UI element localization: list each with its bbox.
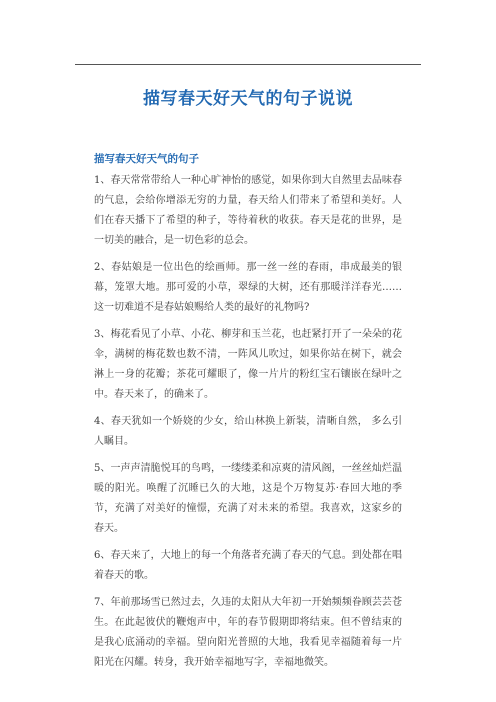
section-heading: 描写春天好天气的句子 <box>94 153 199 165</box>
paragraph: 4、春天犹如一个娇娆的少女，给山林换上新装，清晰自然， 多么引人瞩目。 <box>94 416 402 447</box>
paragraph: 3、梅花看见了小草、小花、柳芽和玉兰花，也赶紧打开了一朵朵的花伞，满树的梅花数也数不清，一阵风儿吹过，如果你站在树下，就会淋上一身的花瓣；茶花可耀眼了，像一片片的粉红宝石镶嵌在绿叶之中。春天来了，的确来了。 <box>94 329 402 400</box>
paragraph: 5、一声声清脆悦耳的鸟鸣，一缕缕柔和凉爽的清风阁，一丝丝灿烂温暖的阳光。唤醒了沉睡已久的大地，这是个万物复苏·春回大地的季节，充满了对美好的憧憬，充满了对未来的希望。我喜欢，这家乡的春天。 <box>94 463 402 534</box>
paragraph: 6、春天来了，大地上的每一个角落者充满了春天的气息。到处都在唱着春天的歌。 <box>94 550 402 581</box>
document-body <box>94 171 402 680</box>
paragraph: 7、年前那场雪已然过去，久违的太阳从大年初一开始频频眷顾芸芸苍生。在此起彼伏的鞭炮声中，年的春节假期即将结束。但不曾结束的是我心底涌动的幸福。望向阳光普照的大地，我看见幸福随着每一片阳光在闪耀。转身，我开始幸福地写字，幸福地微笑。 <box>94 597 402 668</box>
paragraph: 1、春天常常带给人一种心旷神怡的感觉，如果你到大自然里去品味春的气息，会给你增添无穷的力量，春天给人们带来了希望和美好。人们在春天播下了希望的种子，等待着秋的收获。春天是花的世界，是一切美的融合，是一切色彩的总会。 <box>94 175 402 246</box>
header-rule <box>75 64 421 65</box>
paragraph: 2、春姑娘是一位出色的绘画师。那一丝一丝的春雨，串成最美的银幕，笼罩大地。那可爱的小草，翠绿的大树，还有那暖洋洋春光……这一切难道不是春姑娘赐给人类的最好的礼物吗? <box>94 262 402 313</box>
document-title: 描写春天好天气的句子说说 <box>143 89 353 109</box>
